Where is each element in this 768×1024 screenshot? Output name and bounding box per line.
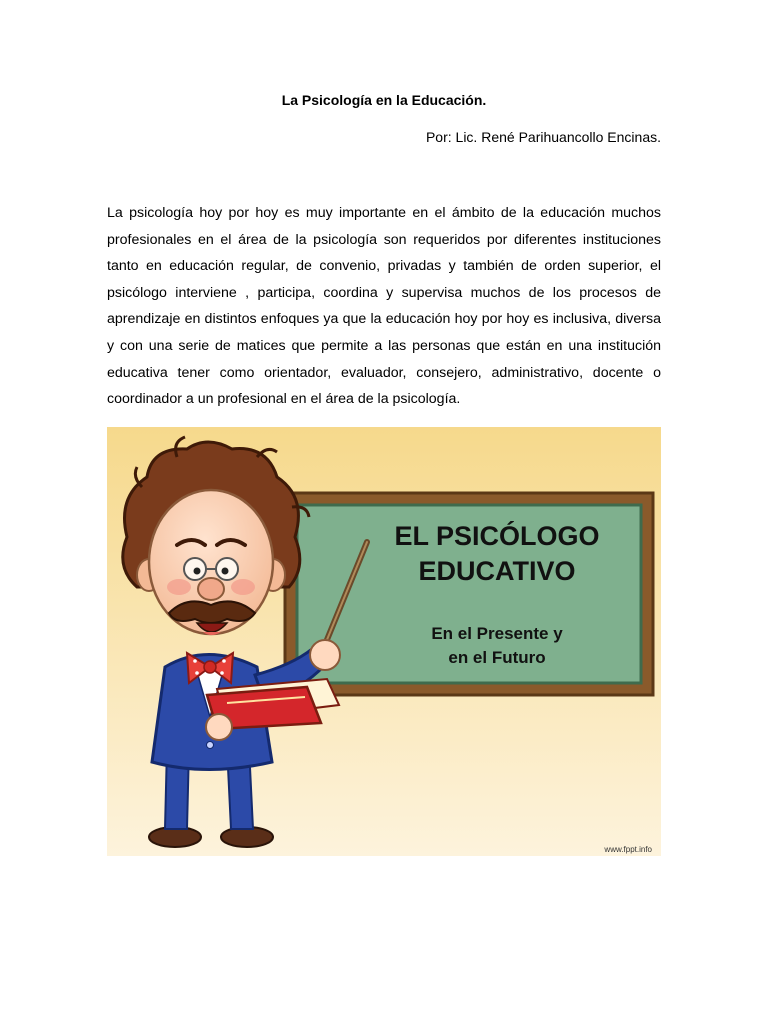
board-line1: EL PSICÓLOGO (394, 521, 600, 551)
psychologist-illustration (107, 427, 661, 856)
document-author: Por: Lic. René Parihuancollo Encinas. (425, 129, 661, 145)
nose (198, 578, 224, 600)
board-line3: En el Presente y (431, 624, 563, 643)
left-hand (206, 714, 232, 740)
illustration-credit: www.fppt.info (604, 845, 652, 854)
mustache (169, 601, 255, 623)
chalkboard (285, 493, 653, 695)
right-hand (310, 640, 340, 670)
illustration-canvas (107, 427, 661, 856)
body-paragraph: La psicología hoy por hoy es muy importante en el ámbito de la educación muchos profesionales en el área de la psicología son requeridos por diferentes instituciones tanto en educación regular, de convenio, privadas y también de orden superior, el psicólogo interviene , participa, coordina y supervisa muchos de los procesos de aprendizaje en distintos enfoques ya que la educación hoy por hoy es inclusiva, diversa y con una serie de matices que permite a las personas que están en una institución educativa tener como orientador, evaluador, consejero, administrativo, docente o coordinador a un profesional en el área de la psicología. (107, 205, 661, 408)
document-title: La Psicología en la Educación. (281, 92, 487, 108)
board-line2: EDUCATIVO (418, 556, 576, 586)
board-line4: en el Futuro (448, 648, 546, 667)
